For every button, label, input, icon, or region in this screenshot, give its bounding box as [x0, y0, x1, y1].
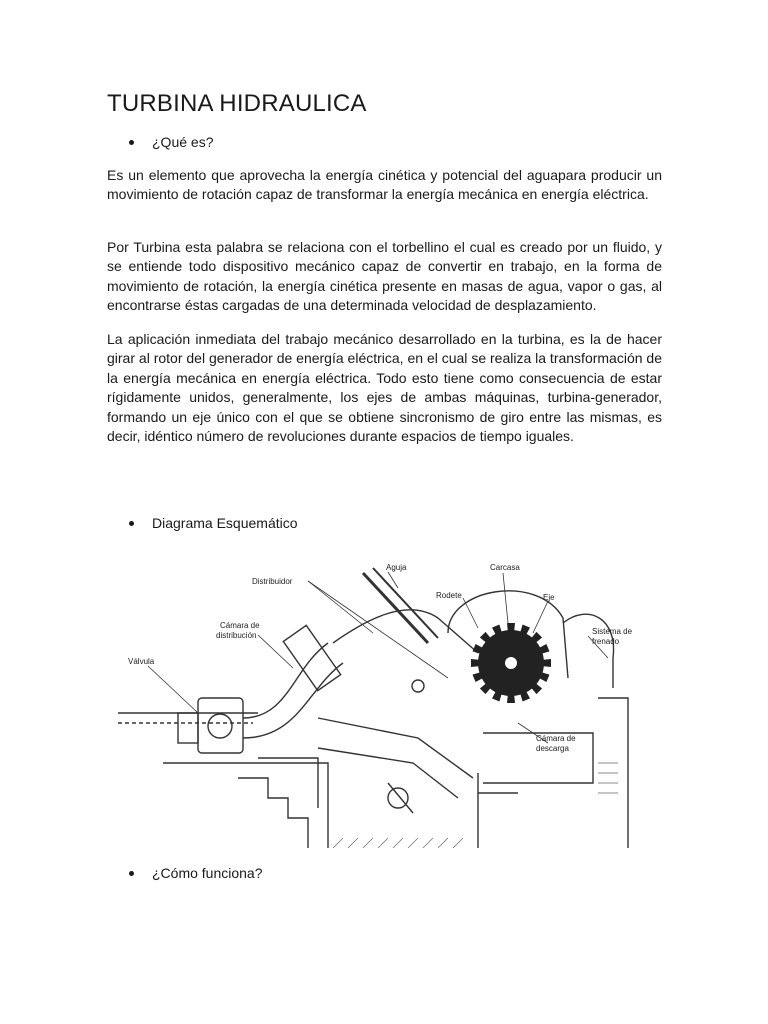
distribution-pipe-upper	[243, 643, 328, 718]
distributor-arm	[388, 783, 413, 813]
bullet-diagram-text: Diagrama Esquemático	[152, 515, 298, 531]
label-eje: Eje	[543, 593, 555, 602]
label-valvula: Válvula	[128, 657, 155, 666]
main-pipe-upper	[318, 718, 473, 778]
brake-pipe	[563, 614, 614, 688]
nozzle-pipe	[333, 610, 478, 653]
foundation-outline	[163, 763, 328, 848]
label-camara-distribucion-1: Cámara de	[220, 621, 260, 630]
bullet-diagram	[129, 515, 298, 531]
label-distribuidor: Distribuidor	[252, 577, 293, 586]
paragraph-definition: Es un elemento que aprovecha la energía cinética y potencial del aguapara producir un movimiento de rotación capaz de transformar la energía mecánica en energía eléctrica.	[107, 167, 662, 203]
paragraph-application: La aplicación inmediata del trabajo mecánico desarrollado en la turbina, es la de hacer girar al rotor del generador de energía eléctrica, en el cual se realiza la transformación de la energía mecánica en energía eléctrica. Todo esto tiene como consecuencia de estar rígidamente unidos, generalmente, los ejes de ambas máquinas, turbina-generador, formando un eje único con el que se obtiene sincronismo de giro entre las mismas, es decir, idéntico número de revoluciones durante espacios de tiempo iguales.	[107, 331, 662, 445]
label-aguja: Aguja	[386, 563, 407, 572]
ground-hatching	[333, 763, 618, 848]
bullet-how-works	[129, 865, 263, 881]
label-rodete: Rodete	[436, 591, 462, 600]
label-camara-distribucion-2: distribución	[216, 631, 257, 640]
bullet-dot	[129, 521, 134, 526]
bullet-what-is	[129, 134, 213, 150]
label-sistema-frenado-2: frenado	[592, 637, 620, 646]
foundation-steps	[238, 778, 308, 848]
distribution-pipe-lower	[243, 663, 343, 738]
bullet-how-works-text: ¿Cómo funciona?	[152, 865, 263, 881]
bullet-what-is-text: ¿Qué es?	[152, 134, 214, 150]
bullet-dot	[129, 871, 134, 876]
label-carcasa: Carcasa	[490, 563, 520, 572]
page-title: TURBINA HIDRAULICA	[107, 90, 367, 117]
needle-rod-2	[373, 568, 438, 638]
label-camara-descarga-2: descarga	[536, 744, 569, 753]
valve-flange	[178, 713, 198, 743]
runner-hub	[505, 657, 517, 669]
label-sistema-frenado-1: Sistema de	[592, 627, 633, 636]
runner-wheel	[471, 623, 551, 703]
distributor-part	[412, 680, 424, 692]
valve-wheel	[208, 714, 232, 738]
distributor-valve	[388, 788, 408, 808]
turbine-schematic-svg	[118, 548, 648, 852]
main-pipe-lower	[318, 748, 458, 798]
bullet-dot	[129, 140, 134, 145]
turbine-schematic-diagram	[118, 548, 648, 852]
label-camara-descarga-1: Cámara de	[536, 734, 576, 743]
valve-body	[198, 698, 243, 753]
paragraph-turbine-meaning: Por Turbina esta palabra se relaciona con el torbellino el cual es creado por un fluido, y se entiende todo dispositivo mecánico capaz de convertir en trabajo, en la forma de movimiento de rotación, la energía cinética presente en masas de agua, vapor o gas, al encontrarse éstas cargadas de una determinada velocidad de desplazamiento.	[107, 239, 662, 314]
